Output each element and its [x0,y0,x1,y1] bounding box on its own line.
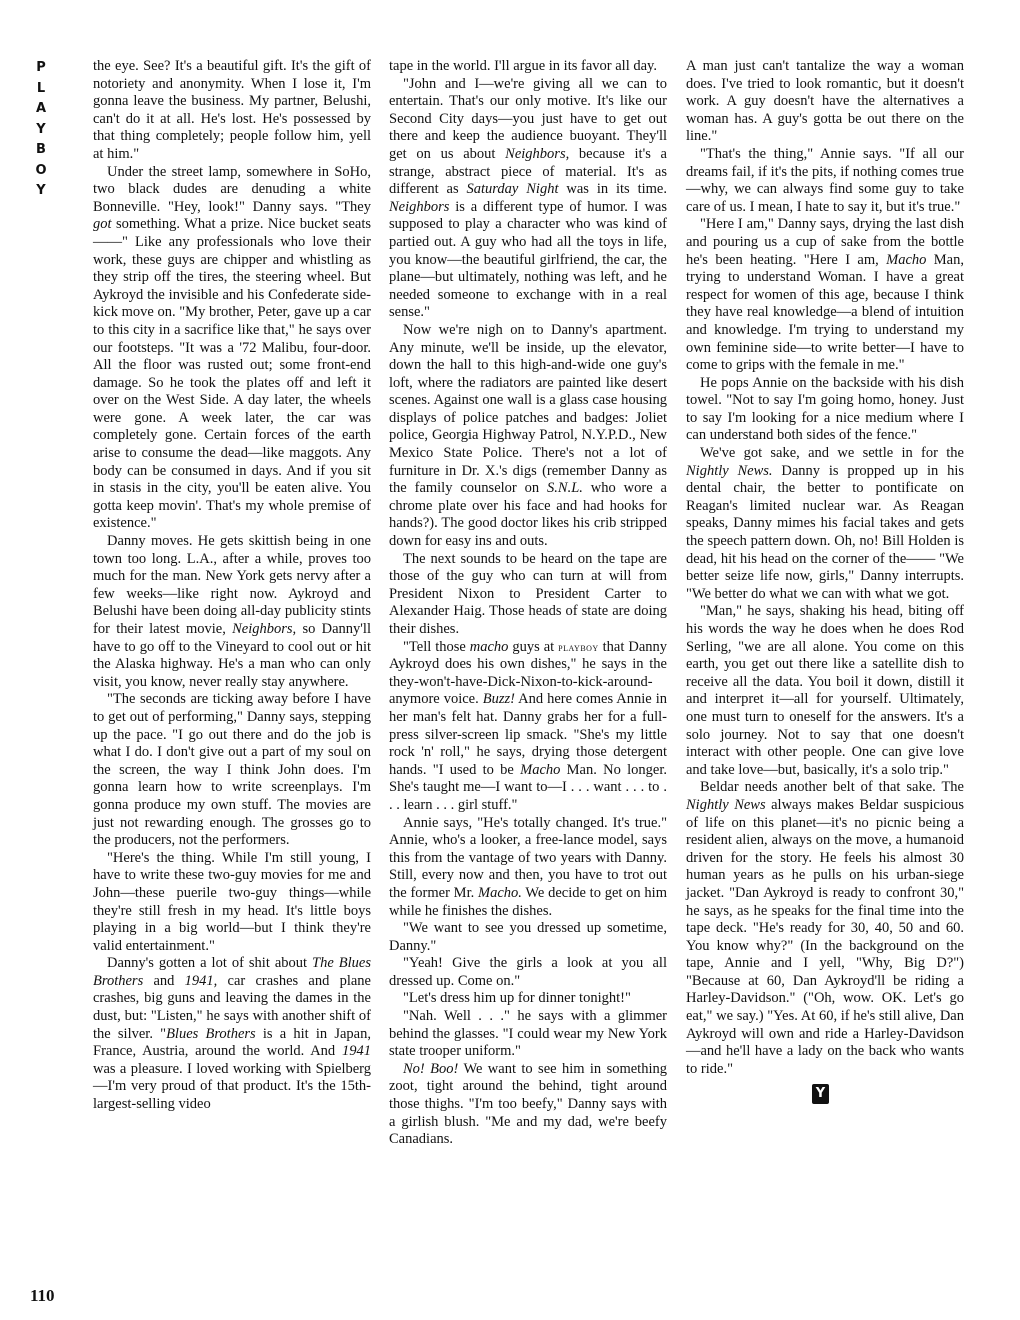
page-number: 110 [30,1286,55,1305]
paragraph: "Yeah! Give the girls a look at you all dressed up. Come on." [389,955,667,989]
magazine-name-vertical [30,58,52,202]
paragraph: "Here I am," Danny says, drying the last dish and pouring us a cup of sake from the bottle he's been heating. "Here I am, Macho Man, trying to understand Woman. I have a great respect for women of this age, because I think they have real knowledge—a blend of intuition and knowledge. I'm trying to understand my own feminine side—to write better—I have to come to grips with the female in me." [686,216,964,374]
paragraph: A man just can't tantalize the way a woman does. I've tried to look romantic, but it doesn't work. A guy doesn't have the alternatives a woman has. A guy's gotta be out there on the line." [686,58,964,145]
paragraph: No! Boo! We want to see him in something zoot, tight around the behind, tight around those thighs. "I'm too beefy," Danny says with a girlish blush. "Me and my dad, we're beefy Canadians. [389,1060,667,1148]
paragraph: Danny moves. He gets skittish being in one town too long. L.A., after a while, proves too much for the man. New York gets nervy after a few weeks—like right now. Aykroyd and Belushi have been doing all-day publicity stints for their latest movie, Neighbors, so Danny'll have to go off to the Vineyard to cool out or hit the Alaska highway. He's a man who can only visit, you know, never really stay anywhere. [93,533,371,690]
text-column-2 [389,58,667,1149]
paragraph: Beldar needs another belt of that sake. The Nightly News always makes Beldar suspicious of life on this planet—it's no picnic being a resident alien, always on the move, a humanoid driven for the story. He feels his almost 30 human years as he pulls on his urban-siege jacket. "Dan Aykroyd is ready to confront 30," he says, as he speaks for the final time into the tape deck. "He's ready for 30, 40, 50 and 60. You know why?" (In the background on the tape, Annie and I yell, "Why, Big D?") "Because at 60, Dan Aykroyd'll be riding a Harley-Davidson." ("Oh, wow. OK. Let's go eat," we say.) "Yes. At 60, if he's still alive, Dan Aykroyd will own and ride a Harley-Davidson—and he'll have a lady on the back who wants to ride." [686,779,964,1077]
magazine-name-letter: O [35,162,47,178]
paragraph: He pops Annie on the backside with his dish towel. "Not to say I'm going homo, honey. Just to say I'm looking for a nice medium where I can understand both sides of the fence." [686,374,964,444]
paragraph: "We want to see you dressed up sometime, Danny." [389,920,667,954]
magazine-name-letter: P [36,60,46,75]
magazine-name-letter: L [36,80,46,96]
paragraph: the eye. See? It's a beautiful gift. It's the gift of notoriety and anonymity. When I lose it, I'm gonna leave the business. My partner, Belushi, can't do it at all. He's lost. He's possessed by that thing completely; people follow him, yell at him." [93,58,371,162]
paragraph: Now we're nigh on to Danny's apartment. Any minute, we'll be inside, up the elevator, down the hall to this high-and-wide one guy's loft, where the radiators are painted like desert scenes. Against one wall is a glass case housing displays of police patches and badges: Joliet police, Georgia Highway Patrol, N.Y.P.D., New Mexico State Police. There's not a lot of furniture in Dr. X.'s digs (remember Danny as the family counselor on S.N.L. who wore a chrome plate over his face and had hooks for hands?). The good doctor likes his crib stripped down for easy ins and outs. [389,321,667,550]
paragraph: "Here's the thing. While I'm still young, I have to write these two-guy movies for me and John—these puerile two-guy things—while they're still fresh in my head. It's little boys playing in a big world—but I think they're valid entertainment." [93,849,371,954]
paragraph: "John and I—we're giving all we can to entertain. That's our only motive. It's like our Second City days—you just have to get out there and keep the audience buoyant. They'll get on us about Neighbors, because it's a strange, abstract piece of material. It's as different as Saturday Night was in its time. Neighbors is a different type of humor. I was supposed to play a character who was kind of partied out. A guy who had all the toys in life, you know—the beautiful girlfriend, the car, the plane—but ultimately, nothing was left, and he needed someone to exchange with in a real sense." [389,75,667,321]
paragraph: Annie says, "He's totally changed. It's true." Annie, who's a looker, a free-lance model, says this from the vantage of two years with Danny. Still, every now and then, you have to trot out the former Mr. Macho. We decide to get on him while he finishes the dishes. [389,814,667,919]
magazine-name-letter: Y [36,183,46,198]
text-column-3 [686,58,964,1110]
paragraph: "The seconds are ticking away before I have to get out of performing," Danny says, stepping up the pace. "I go out there and do the job is what I do. I don't give out a part of my soul on the screen, the way I think John does. I'm gonna learn how to write screenplays. I'm gonna produce my own stuff. The movies are just not rewarding enough. The grosses go to the producers, not the performers. [93,691,371,849]
magazine-name-letter: A [35,101,47,116]
paragraph: "Tell those macho guys at playboy that Danny Aykroyd does his own dishes," he says in the they-won't-have-Dick-Nixon-to-kick-around-anymore voice. Buzz! And here comes Annie in her man's felt hat. Danny grabs her for a full-press silver-screen lip smack. "She's my little rock 'n' roll," he says, drying those detergent hands. "I used to be Macho Man. No longer. She's taught me—I want to—I . . . want . . . to . . . learn . . . girl stuff." [389,638,668,813]
paragraph: We've got sake, and we settle in for the Nightly News. Danny is propped up in his dental chair, the better to pontificate on Reagan's limited nuclear war. As Reagan speaks, Danny mimes his facial takes and gets the speech pattern down. Oh, no! Bill Holden is dead, hit his head on the corner of the—— "We better seize life now, girls," Danny interrupts. "We better do what we can with what we got. [686,445,964,602]
paragraph: "Let's dress him up for dinner tonight!" [403,990,631,1007]
paragraph: "That's the thing," Annie says. "If all our dreams fail, if it's the pits, if nothing comes true—why, we can always find some guy to take care of us. I mean, I hate to say it, but it's true." [686,145,964,215]
magazine-name-letter: Y [36,121,46,137]
paragraph: Danny's gotten a lot of shit about The Blues Brothers and 1941, car crashes and plane crashes, big guns and leaving the dames in the dust, but: "Listen," he says with another shift of the silver. "Blues Brothers is a hit in Japan, France, Austria, around the world. And 1941 was a pleasure. I loved working with Spielberg—I'm very proud of that product. It's the 15th-largest-selling video [93,955,371,1113]
paragraph: "Nah. Well . . ." he says with a glimmer behind the glasses. "I could wear my New York state trooper uniform." [389,1008,667,1060]
paragraph: tape in the world. I'll argue in its favor all day. [389,58,657,74]
paragraph: "Man," he says, shaking his head, biting off his words the way he does when he does Rod Serling, "we are all alone. You come on this earth, you get out there like a satellite dish to receive all the data. You boil it down, distill it and interpret it—all for yourself. Ultimately, one must turn to oneself for the answers. It's a solo journey. Not to say that one doesn't interact with other people. One can give love and take love—but, basically, it's a solo trip." [686,603,964,778]
paragraph: The next sounds to be heard on the tape are those of the guy who can turn at will from President Nixon to President Carter to Alexander Haig. Those heads of state are doing their dishes. [389,550,667,637]
end-mark-icon [812,1084,829,1104]
paragraph: Under the street lamp, somewhere in SoHo, two black dudes are denuding a white Bonneville. "Hey, look!" Danny says. "They got something. What a prize. Nice bucket seats——" Like any professionals who love their work, these guys are chipper and whistling as they strip off the tires, the steering wheel. But Aykroyd the invisible and his Confederate side-kick move on. "My brother, Peter, gave up a car to this city in a sacrifice like that," he says over our footsteps. "It was a '72 Malibu, four-door. All the floor was rusted out; some front-end damage. So he took the plates off and left it over on the West Side. A day later, the wheels were gone. A week later, the car was completely gone. Certain forces of the earth arise to consume the dead—like maggots. Any body can be consumed in days. And if you sit in stasis in the city, you'll be eaten alive. You gotta keep movin'. That's my whole premise of existence." [93,163,371,532]
text-column-1 [93,58,371,1114]
magazine-name-letter: B [36,142,46,157]
